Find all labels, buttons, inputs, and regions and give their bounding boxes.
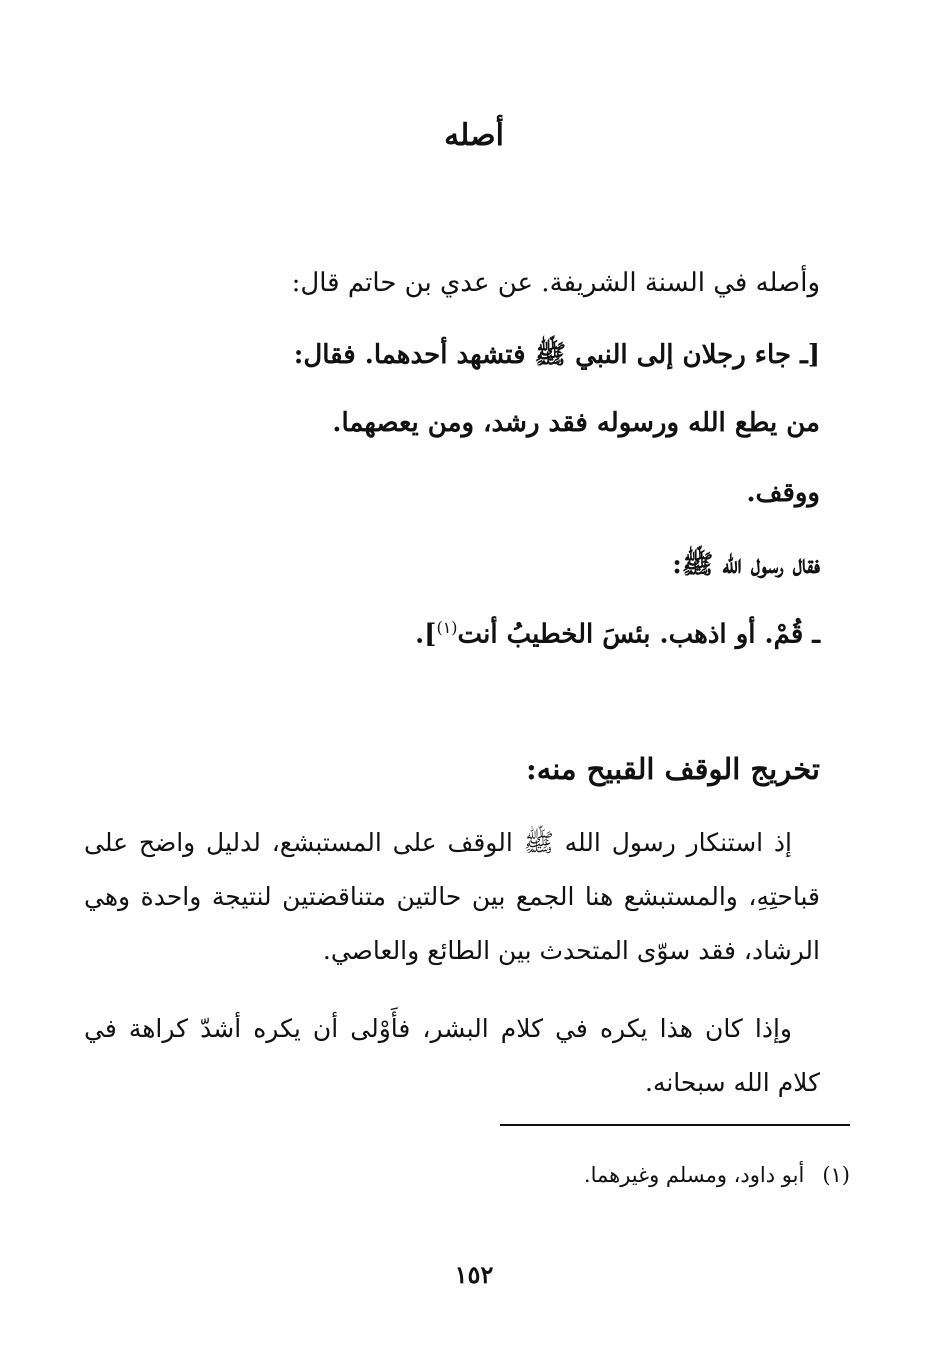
footnote-divider (500, 1124, 850, 1126)
paragraph-explanation: إذ استنكار رسول الله ﷺ الوقف على المستبشع، لدليل واضح على قباحتِهِ، والمستبشع هنا الجمع بين حالتين متناقضتين لنتيجة واحدة وهي الرشاد، فقد سوّى المتحدث بين الطائع والعاصي. (84, 828, 820, 965)
page-number: ١٥٢ (454, 1260, 494, 1289)
hadith-line-1: [ـ جاء رجلان إلى النبي ﷺ فتشهد أحدهما. فقال: (293, 340, 820, 370)
footnote-number: (١) (822, 1163, 850, 1187)
hadith-line-3: ووقف. (746, 478, 820, 508)
section-heading: تخريج الوقف القبيح منه: (526, 752, 820, 786)
hadith-final-line (120, 618, 820, 650)
footnote (584, 1163, 850, 1187)
footnote-text: أبو داود، ومسلم وغيرهما. (583, 1163, 805, 1187)
hadith-line-2: من يطع الله ورسوله فقد رشد، ومن يعصهما. (332, 408, 820, 438)
page-title: أصله (444, 118, 504, 153)
hadith-line-4: فقال رسول الله ﷺ: (672, 550, 820, 580)
hadith-final-text: ـ قُمْ. أو اذهب. بئسَ الخطيبُ أنت (457, 619, 820, 650)
intro-line: وأصله في السنة الشريفة. عن عدي بن حاتم قال: (291, 268, 820, 298)
closing-bracket: ]. (415, 619, 437, 650)
paragraph-conclusion: وإذا كان هذا يكره في كلام البشر، فأَوْلى أن يكره أشدّ كراهة في كلام الله سبحانه. (84, 1014, 820, 1097)
footnote-reference: (١) (436, 618, 458, 637)
